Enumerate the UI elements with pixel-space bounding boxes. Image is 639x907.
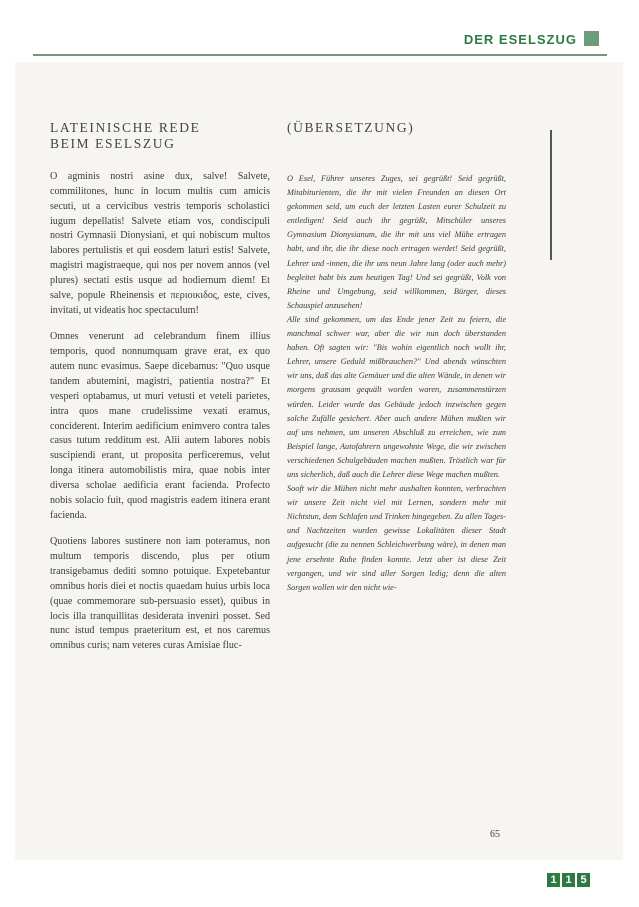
footer-page-number — [547, 873, 590, 887]
latin-heading-line-2: BEIM ESELSZUG — [50, 136, 176, 151]
latin-paragraph: Omnes venerunt ad celebrandum finem illius temporis, quod nonnumquam grave erat, ex quo autem nunc evasimus. Saepe dicebamus: "Quo usque tandem abutemini, magistri, patientia nostra?" Et vesperi optabamus, ut muri vetusti et veteli parietes, intra quos mane crudelissime vexati eramus, conciderent. Interim aedificium enimvero contra tales casus tutum redditum est. Alii autem labores nobis suscipiendi erant, ut proposita perficeremus, velut longa itinera automobilistis mira, quae nobis inter diversa scholae aedificia erant facienda. Profecto nobis solacio fuit, quod magistris eadem itinera erant facienda. — [50, 331, 270, 521]
latin-paragraph: O agminis nostri asine dux, salve! Salvete, commilitones, hunc in locum multis cum amicis secuti, ut a cervicibus vestris temporis scholastici iugum depellatis! Salvete etiam vos, condiscipuli nostri Gymnasii Dionysiani, et qui nobiscum multos labores pertulistis et qui eosdem laturi estis! Salvete, magistri magistraeque, qui nos per novem annos (vel plures) sectati estis usque ad hodiernum diem! Et salve, popule Rheinensis et περιοικιδος, este, cives, invitati, ut videatis hoc spectaculum! — [50, 171, 270, 316]
footer-digit: 5 — [577, 873, 590, 887]
footer-digit: 1 — [562, 873, 575, 887]
german-paragraph: O Esel, Führer unseres Zuges, sei gegrüßt! Seid gegrüßt, Mitabiturienten, die ihr mit vielen Freunden an diesen Ort gekommen seid, um euch der letzten Lasten eurer Schulzeit zu entledigen! Seid auch ihr gegrüßt, Mitschüler unseres Gymnasium Dionysianum, die ihr mit uns viel Mühe ertragen habt, und ihr, die ihr diese noch ertragen werdet! Seid gegrüßt, Lehrer und -innen, die ihr uns neun Jahre lang (oder auch mehr) begleitet habt bis zum heutigen Tag! Und sei gegrüßt, Volk von Rheine und Umgebung, seid willkommen, Bürger, dieses Schauspiel anzusehen! — [287, 174, 506, 310]
german-column — [287, 172, 506, 595]
latin-heading — [50, 120, 200, 152]
latin-heading-line-1: LATEINISCHE REDE — [50, 120, 201, 135]
margin-mark — [550, 130, 552, 260]
scan-page-number: 65 — [490, 829, 500, 840]
latin-column — [50, 170, 270, 666]
running-header-title: DER ESELSZUG — [463, 32, 577, 47]
german-paragraph: Sooft wir die Mühen nicht mehr aushalten konnten, verbrachten wir unsere Zeit nicht viel mit Lernen, sondern mehr mit Nichtstun, dem Schlafen und Trinken hingegeben. Zu allen Tages- und Nachtzeiten wurden gewisse Lokalitäten dieser Stadt aufgesucht (die zu nennen Schleichwerbung wäre), in denen man jene ersehnte Ruhe finden konnte. Jetzt aber ist diese Zeit vergangen, und wir sind aller Sorgen ledig; denn die alten Sorgen wollen wir den nicht wie- — [287, 484, 506, 592]
latin-paragraph: Quotiens labores sustinere non iam poteramus, non multum temporis discendo, plus per otium transigebamus dediti somno potuique. Expetebantur omnibus horis diei et noctis quaedam huius urbis loca (quae commemorare sub-persuasio esset), quibus in locis illa tranquillitas desiderata inveniri posset. Sed nunc istud tempus praeteritum est, et nos caremus omnibus curis; nam veteres curas Amisiae fluc- — [50, 536, 270, 652]
german-paragraph: Alle sind gekommen, um das Ende jener Zeit zu feiern, die manchmal schwer war, aber die wir nun doch überstanden haben. Oft sagten wir: "Bis wohin eigentlich noch wollt ihr, Lehrer, unsere Geduld mißbrauchen?" Und abends wünschten wir uns, daß das alte Gemäuer und die alten Wände, in denen wir morgens grausam gequält worden waren, zusammenstürzen würden. Leider wurde das Gebäude jedoch inzwischen gegen solche Zufälle gesichert. Aber auch andere Mühen mußten wir auf uns nehmen, um unseren Abschluß zu erreichen, wie zum Beispiel lange, Autofahrern ungewohnte Wege, die wir zwischen verschiedenen Schulgebäuden machen mußten. Tröstlich war für uns sicherlich, daß auch die Lehrer diese Wege machen mußten. — [287, 314, 506, 479]
header-rule — [33, 54, 607, 56]
translation-heading: (ÜBERSETZUNG) — [287, 120, 415, 135]
header-square-icon — [584, 31, 599, 46]
footer-digit: 1 — [547, 873, 560, 887]
